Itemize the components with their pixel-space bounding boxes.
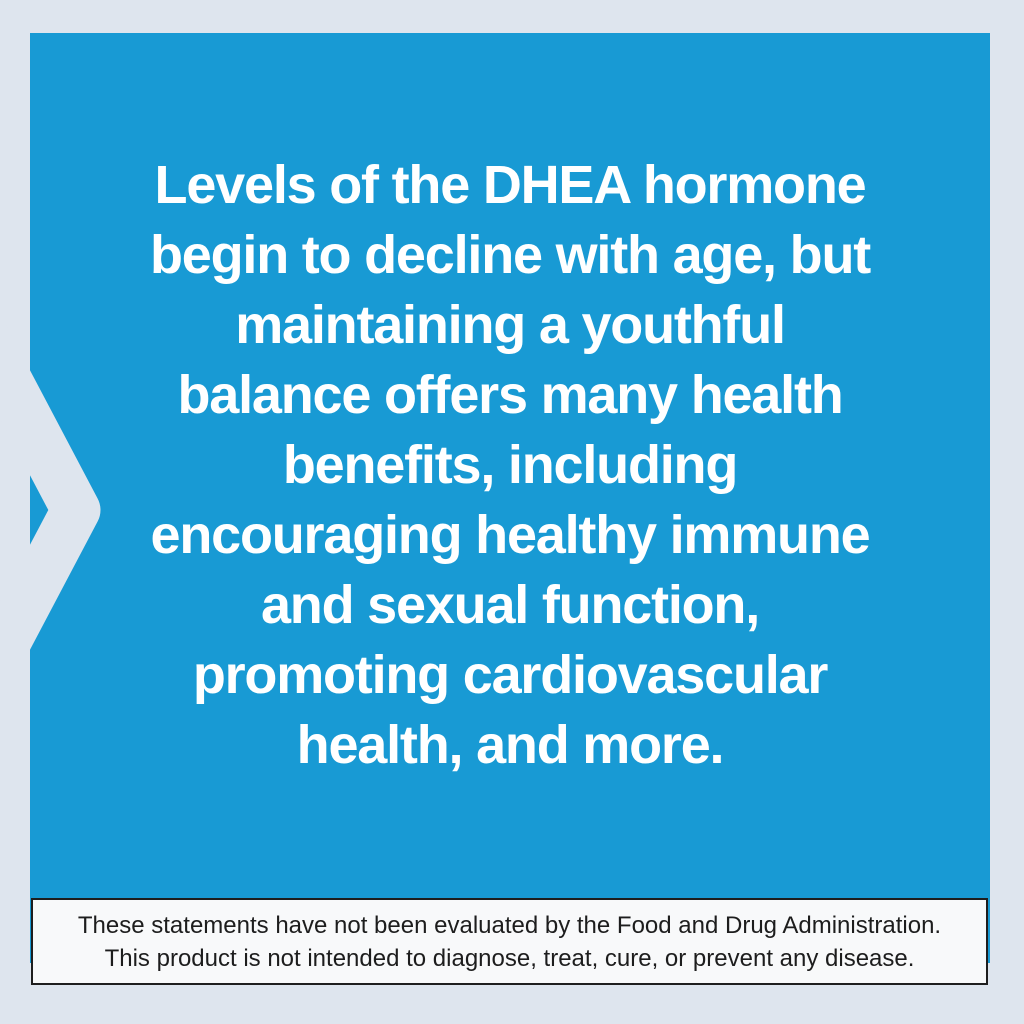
headline-line: health, and more. bbox=[296, 715, 724, 775]
headline-line: balance offers many health bbox=[177, 365, 843, 425]
headline-line: Levels of the DHEA hormone bbox=[154, 155, 866, 215]
headline-line: begin to decline with age, but bbox=[149, 225, 871, 285]
disclaimer-line: This product is not intended to diagnose, treat, cure, or prevent any disease. bbox=[104, 944, 915, 972]
headline-line: and sexual function, bbox=[260, 575, 760, 635]
headline-line: encouraging healthy immune bbox=[150, 505, 870, 565]
disclaimer-line: These statements have not been evaluated by the Food and Drug Administration. bbox=[77, 911, 942, 939]
fda-disclaimer-box bbox=[31, 898, 988, 985]
headline bbox=[30, 150, 990, 780]
headline-line: benefits, including bbox=[282, 435, 738, 495]
headline-line: promoting cardiovascular bbox=[192, 645, 828, 705]
headline-line: maintaining a youthful bbox=[235, 295, 785, 355]
